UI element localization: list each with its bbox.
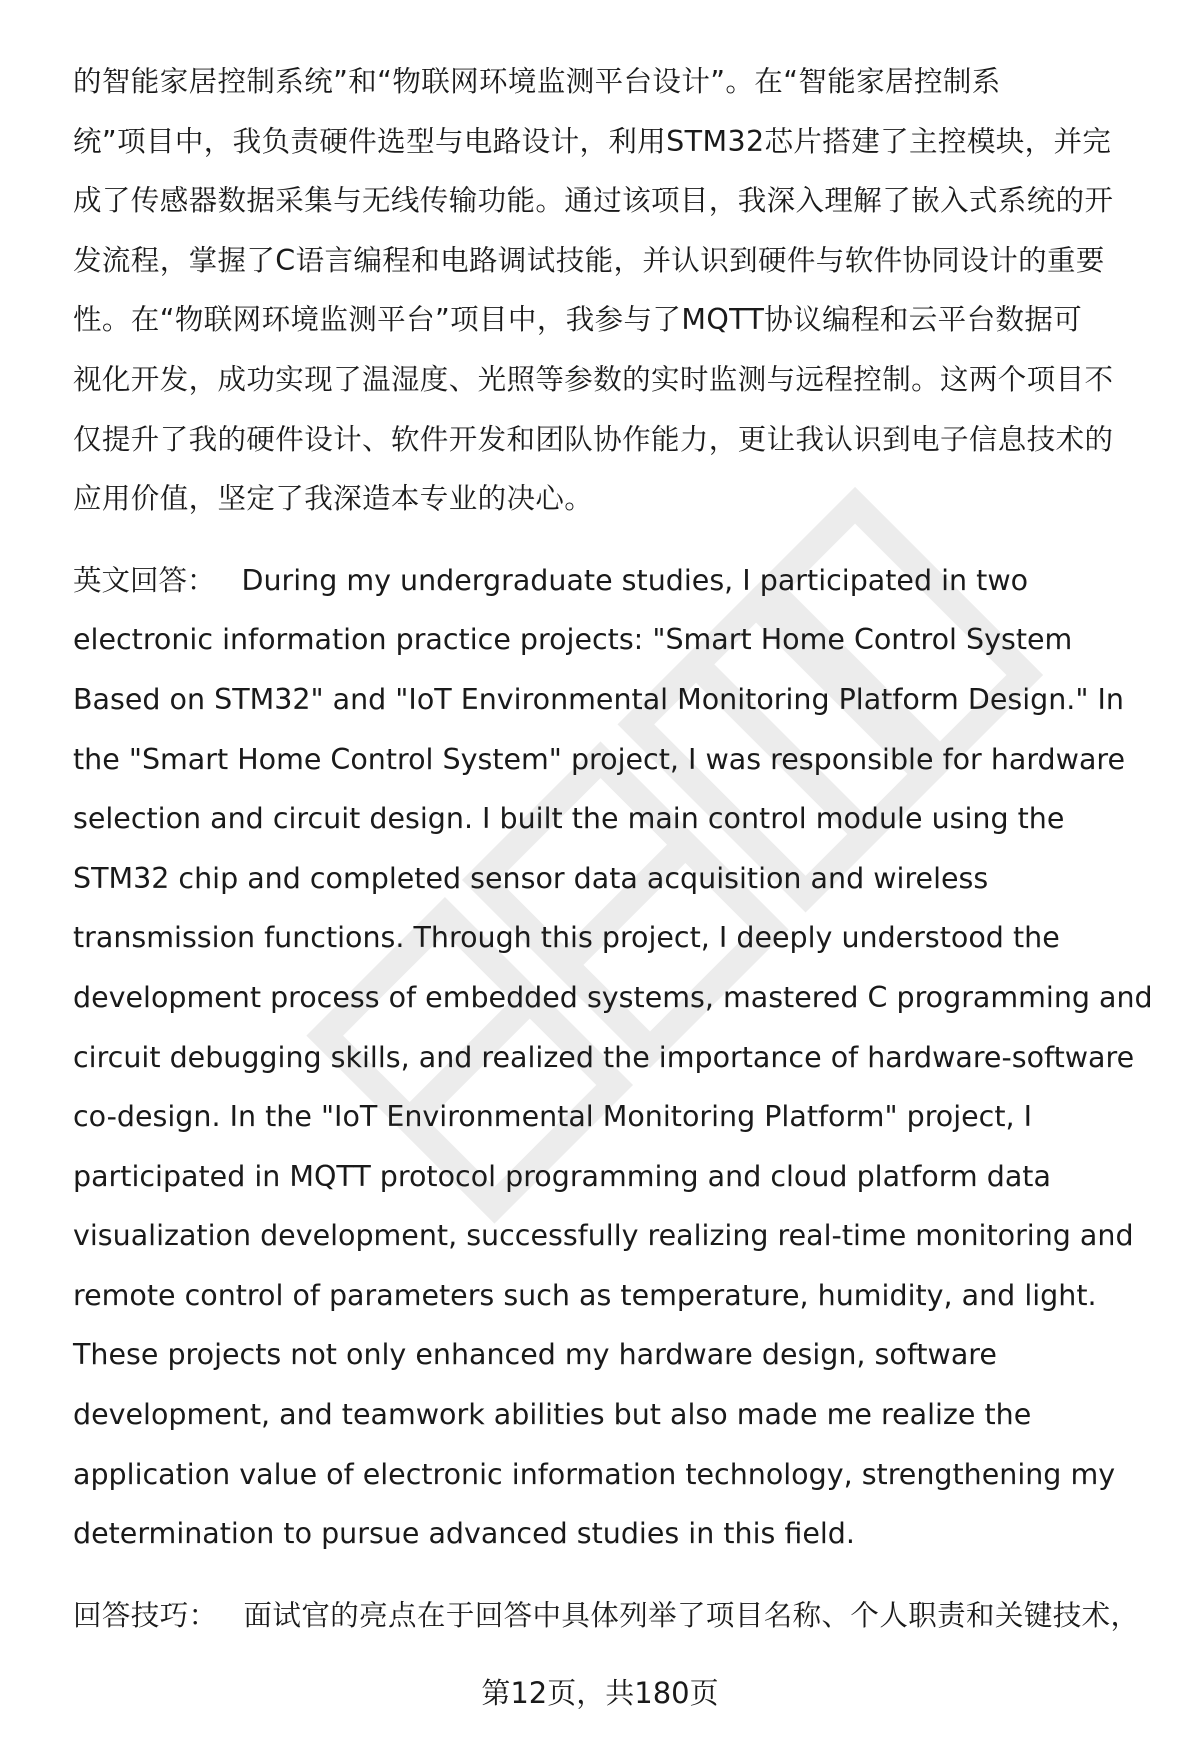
paragraph-line: STM32 chip and completed sensor data acquisition and wireless <box>73 861 989 895</box>
paragraph-line: circuit debugging skills, and realized the importance of hardware-software <box>73 1040 1135 1074</box>
english-answer-first-line: During my undergraduate studies, I participated in two <box>241 563 1029 597</box>
paragraph-line: 视化开发，成功实现了温湿度、光照等参数的实时监测与远程控制。这两个项目不 <box>73 362 1114 396</box>
paragraph-line: remote control of parameters such as temperature, humidity, and light. <box>73 1278 1097 1312</box>
paragraph-line: 发流程，掌握了C语言编程和电路调试技能，并认识到硬件与软件协同设计的重要 <box>73 243 1105 277</box>
paragraph-line <box>73 1586 1153 1646</box>
answer-content <box>73 52 1153 1645</box>
page-indicator: 第12页，共180页 <box>481 1676 719 1710</box>
paragraph-line: development process of embedded systems, mastered C programming and <box>73 980 1153 1014</box>
paragraph-line: These projects not only enhanced my hardware design, software <box>73 1338 997 1372</box>
paragraph-line: 成了传感器数据采集与无线传输功能。通过该项目，我深入理解了嵌入式系统的开 <box>73 184 1114 218</box>
paragraph-line: determination to pursue advanced studies in this field. <box>73 1517 855 1551</box>
paragraph-line: electronic information practice projects: "Smart Home Control System <box>73 623 1073 657</box>
paragraph-line: co-design. In the "IoT Environmental Monitoring Platform" project, I <box>73 1100 1033 1134</box>
paragraph-line: 性。在“物联网环境监测平台”项目中，我参与了MQTT协议编程和云平台数据可 <box>73 303 1083 337</box>
paragraph-line: visualization development, successfully realizing real-time monitoring and <box>73 1219 1134 1253</box>
paragraph-line: 应用价值，坚定了我深造本专业的决心。 <box>73 482 594 516</box>
paragraph-line: participated in MQTT protocol programming and cloud platform data <box>73 1159 1051 1193</box>
paragraph-line: the "Smart Home Control System" project, I was responsible for hardware <box>73 742 1126 776</box>
paragraph-line: application value of electronic information technology, strengthening my <box>73 1457 1116 1491</box>
paragraph-line: 的智能家居控制系统”和“物联网环境监测平台设计”。在“智能家居控制系 <box>73 65 1001 98</box>
paragraph-line: selection and circuit design. I built the main control module using the <box>73 802 1065 836</box>
paragraph-line: development, and teamwork abilities but also made me realize the <box>73 1398 1032 1432</box>
paragraph-line <box>73 551 1153 611</box>
answer-tips <box>73 1586 1153 1646</box>
chinese-answer <box>73 52 1153 529</box>
english-answer-label: 英文回答： <box>73 563 216 597</box>
english-answer <box>73 551 1153 1564</box>
tips-label: 回答技巧： <box>73 1598 218 1632</box>
paragraph-line: 统”项目中，我负责硬件选型与电路设计，利用STM32芯片搭建了主控模块，并完 <box>73 124 1112 158</box>
tips-first-line: 面试官的亮点在于回答中具体列举了项目名称、个人职责和关键技术， <box>243 1598 1140 1632</box>
paragraph-line: transmission functions. Through this project, I deeply understood the <box>73 921 1060 955</box>
paragraph-line: Based on STM32" and "IoT Environmental Monitoring Platform Design." In <box>73 682 1124 716</box>
paragraph-line: 仅提升了我的硬件设计、软件开发和团队协作能力，更让我认识到电子信息技术的 <box>73 422 1114 456</box>
